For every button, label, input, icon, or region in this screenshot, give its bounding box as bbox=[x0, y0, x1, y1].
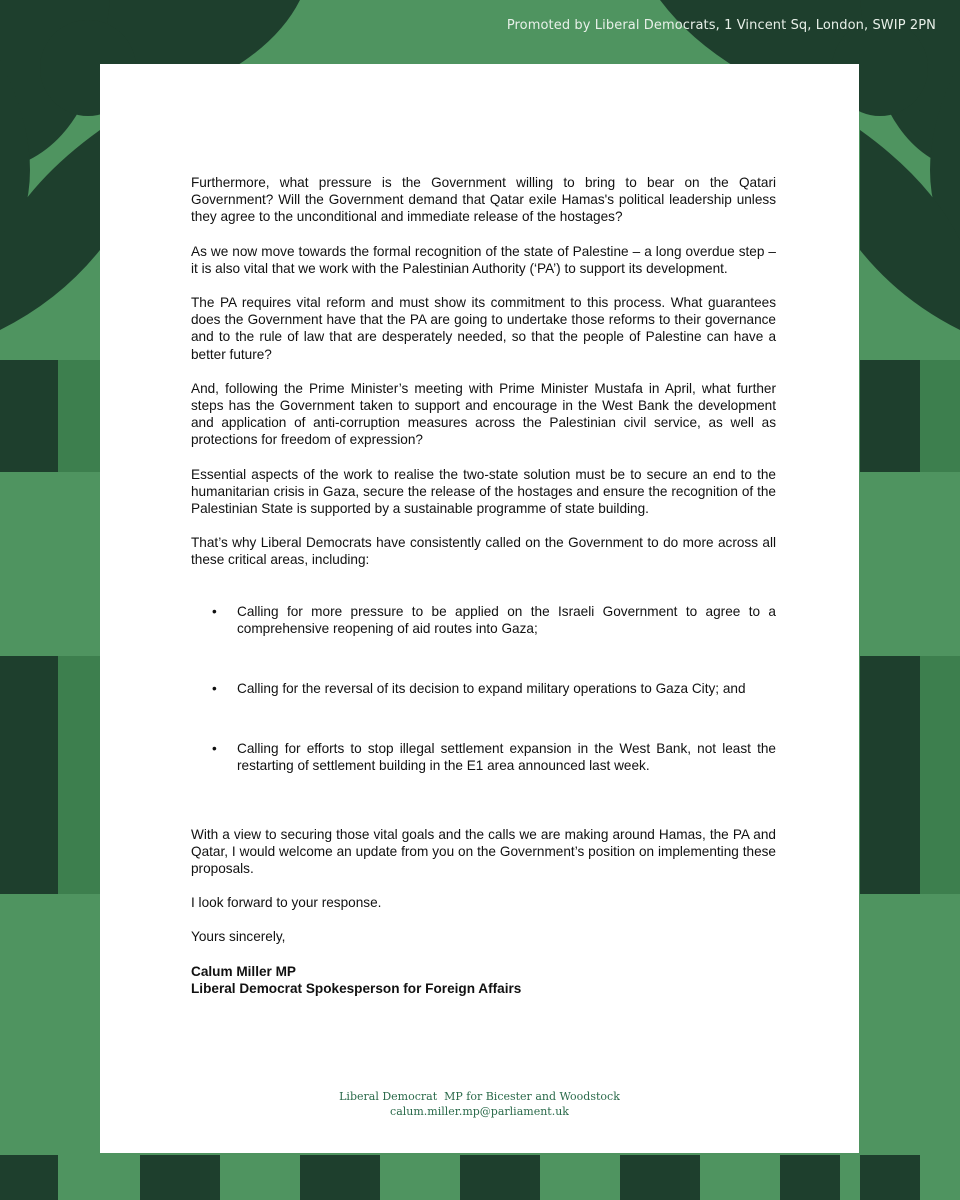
bullet-icon: • bbox=[212, 603, 217, 619]
footer-email: calum.miller.mp@parliament.uk bbox=[390, 1105, 569, 1118]
letter-paragraph: Essential aspects of the work to realise the two-state solution must be to secure an end to the humanitarian crisis in Gaza, secure the release of the hostages and ensure the recognition of the Palestinian State is supported by a sustainable programme of state building. bbox=[191, 466, 776, 517]
bullet-item bbox=[191, 740, 776, 774]
bullet-icon: • bbox=[212, 741, 217, 757]
letter-footer bbox=[100, 1089, 859, 1119]
letter-paragraph: The PA requires vital reform and must show its commitment to this process. What guarantees does the Government have that the PA are going to undertake those reforms to their governance and to the rule of law that are desperately needed, so that the people of Palestine can have a better future? bbox=[191, 295, 776, 362]
bullet-item bbox=[191, 680, 776, 697]
letter-paragraph: And, following the Prime Minister’s meeting with Prime Minister Mustafa in April, what further steps has the Government taken to support and encourage in the West Bank the development and application of anti-corruption measures across the Palestinian civil service, as well as protections for freedom of expression? bbox=[191, 380, 776, 448]
letter-body bbox=[191, 174, 776, 997]
letter-page bbox=[100, 64, 859, 1153]
letter-paragraph: That’s why Liberal Democrats have consistently called on the Government to do more across all these critical areas, including: bbox=[191, 535, 776, 568]
letter-paragraph: As we now move towards the formal recognition of the state of Palestine – a long overdue step – it is also vital that we work with the Palestinian Authority (‘PA’) to support its development. bbox=[191, 243, 776, 276]
bullet-item bbox=[191, 603, 776, 637]
bullet-text: Calling for more pressure to be applied on the Israeli Government to agree to a comprehensive reopening of aid routes into Gaza; bbox=[237, 603, 776, 636]
bullet-text: Calling for efforts to stop illegal settlement expansion in the West Bank, not least the restarting of settlement building in the E1 area announced last week. bbox=[237, 741, 776, 774]
signature-title: Liberal Democrat Spokesperson for Foreign Affairs bbox=[191, 980, 522, 996]
bullet-text: Calling for the reversal of its decision to expand military operations to Gaza City; and bbox=[237, 681, 746, 697]
closing-paragraph: With a view to securing those vital goals and the calls we are making around Hamas, the PA and Qatar, I would welcome an update from you on the Government’s position on implementing these proposals. bbox=[191, 826, 776, 877]
signature-name: Calum Miller MP bbox=[191, 963, 296, 979]
signature-block bbox=[191, 963, 776, 997]
look-forward-line: I look forward to your response. bbox=[191, 895, 382, 911]
promoted-by-notice: Promoted by Liberal Democrats, 1 Vincent Sq, London, SWIP 2PN bbox=[506, 18, 936, 33]
footer-constituency: Liberal Democrat MP for Bicester and Woodstock bbox=[339, 1090, 620, 1103]
sign-off: Yours sincerely, bbox=[191, 929, 286, 945]
bullet-list bbox=[191, 603, 776, 775]
bullet-icon: • bbox=[212, 681, 217, 697]
letter-paragraph: Furthermore, what pressure is the Government willing to bring to bear on the Qatari Government? Will the Government demand that Qatar exile Hamas's political leadership unless they agree to the unconditional and immediate release of the hostages? bbox=[191, 175, 776, 225]
